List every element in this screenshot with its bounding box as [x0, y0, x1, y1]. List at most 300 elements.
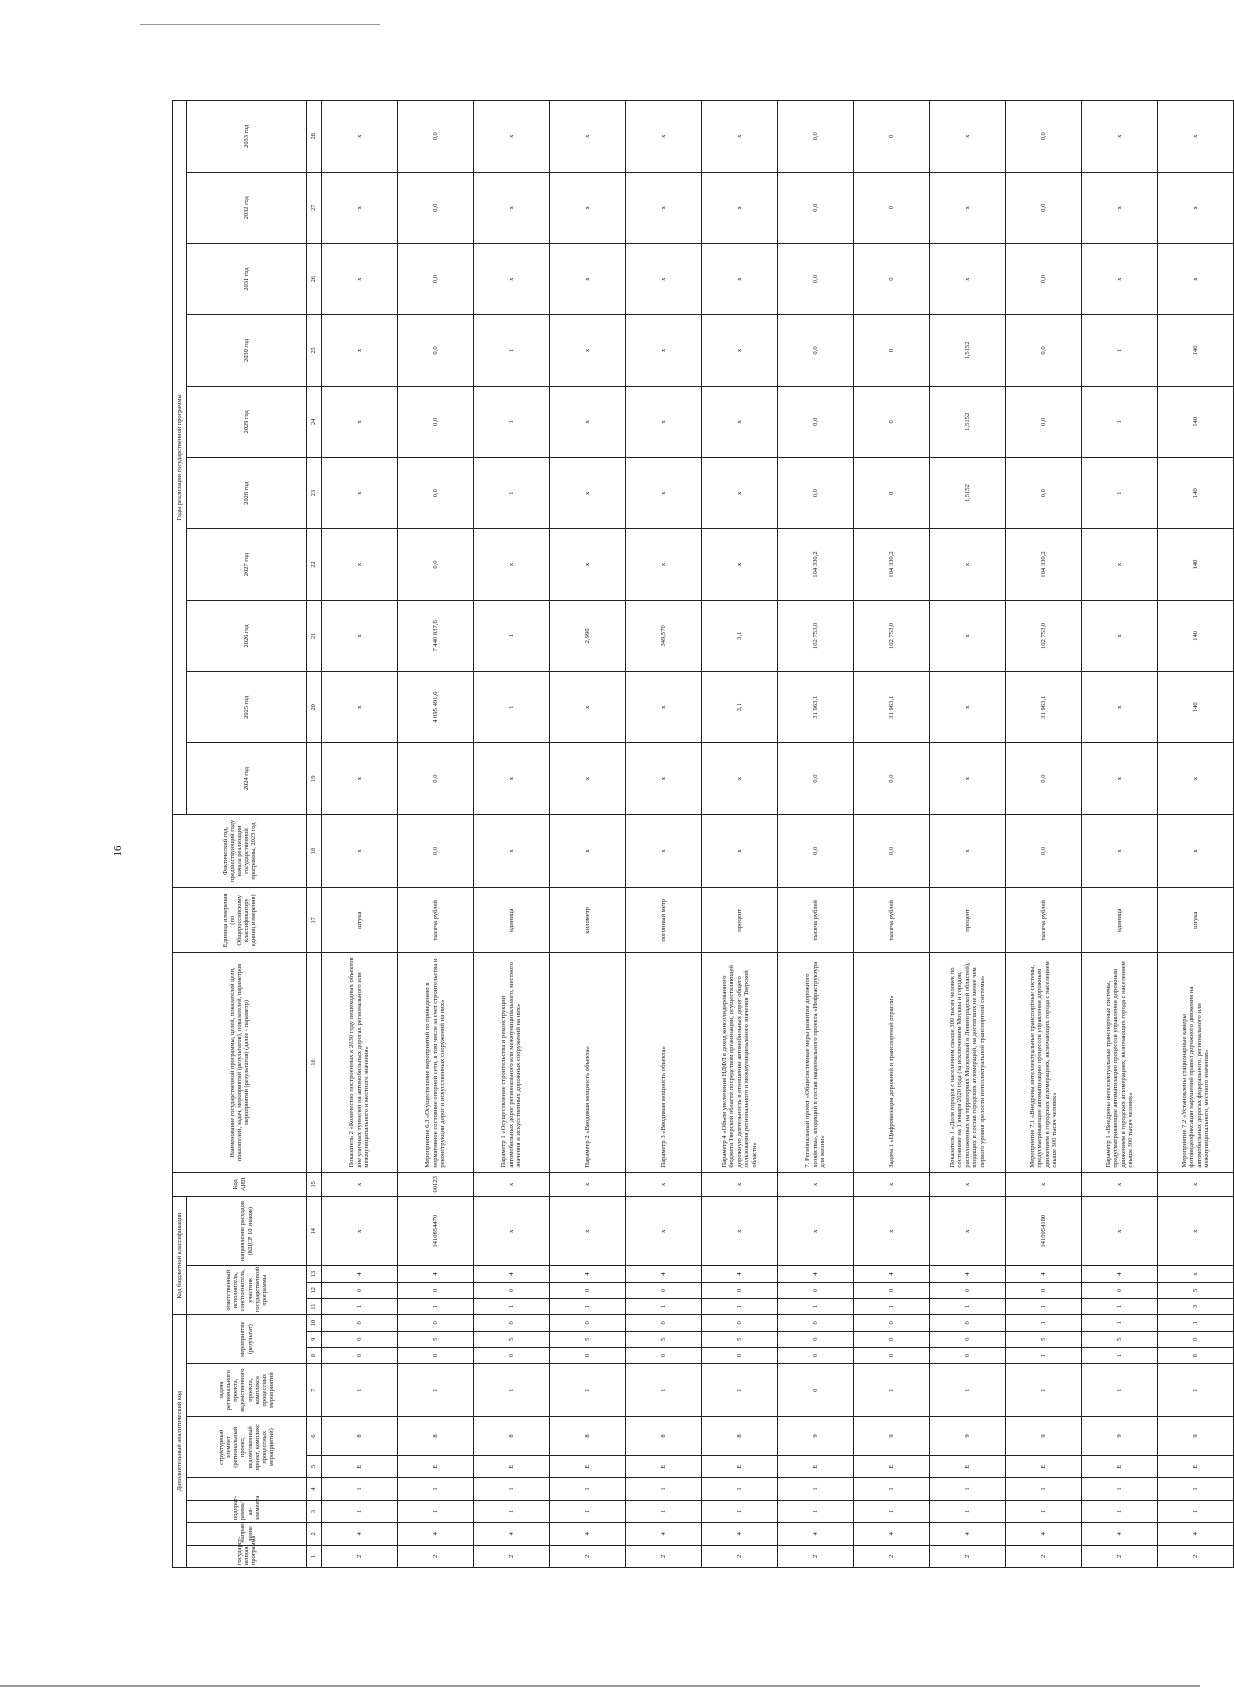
code-cell: 1 — [1082, 1478, 1158, 1500]
year-value: х — [1082, 172, 1158, 243]
row-unit: тысяча рублей — [778, 888, 854, 953]
code-cell: 4 — [930, 1266, 1006, 1282]
year-value: 3,1 — [702, 672, 778, 743]
year-value: 0,0 — [398, 457, 474, 528]
code-cell: 2 — [322, 1545, 398, 1567]
year-value: х — [930, 743, 1006, 814]
code-cell: 1 — [854, 1364, 930, 1417]
code-cell: 1 — [1006, 1478, 1082, 1500]
code-cell: 2 — [626, 1545, 702, 1567]
year-value: х — [550, 315, 626, 386]
code-cell: 8 — [398, 1417, 474, 1456]
header-years-group: Годы реализации государственной программы — [173, 101, 187, 815]
code-cell: 1 — [550, 1298, 626, 1314]
year-value: х — [474, 172, 550, 243]
table-row — [1082, 101, 1158, 1568]
year-value: 140 — [1158, 600, 1234, 671]
code-cell: 4 — [398, 1523, 474, 1545]
code-cell: 9 — [778, 1417, 854, 1456]
code-cell: Е — [778, 1455, 854, 1477]
code-cell: х — [1082, 1172, 1158, 1196]
header-year-2026: 2026 год — [187, 600, 307, 671]
header-task: задача регионального проекта, ведомственного проекта, комплекса процессных мероприятий — [187, 1364, 307, 1417]
year-value: х — [550, 386, 626, 457]
year-value: х — [626, 243, 702, 314]
column-number: 16 — [307, 953, 322, 1172]
year-value: х — [626, 672, 702, 743]
header-aip-code: Код АИП — [173, 1172, 307, 1196]
year-value: х — [322, 315, 398, 386]
code-cell: 0 — [778, 1331, 854, 1347]
code-cell: 0 — [398, 1347, 474, 1363]
row-base-year: х — [626, 814, 702, 887]
year-value: х — [1158, 243, 1234, 314]
code-cell: 5 — [702, 1331, 778, 1347]
row-base-year: х — [550, 814, 626, 887]
code-cell: х — [1158, 1266, 1234, 1282]
code-cell: х — [626, 1197, 702, 1266]
row-unit: погонный метр — [626, 888, 702, 953]
code-cell: 4 — [474, 1266, 550, 1282]
year-value: 1 — [474, 386, 550, 457]
column-number: 20 — [307, 672, 322, 743]
row-unit: штука — [322, 888, 398, 953]
column-number: 4 — [307, 1478, 322, 1500]
year-value: 0 — [854, 457, 930, 528]
code-cell: 1 — [398, 1478, 474, 1500]
table-row — [930, 101, 1006, 1568]
code-cell: 2 — [702, 1545, 778, 1567]
header-year-2024: 2024 год — [187, 743, 307, 814]
code-cell: 0 — [854, 1282, 930, 1298]
row-unit: процент — [702, 888, 778, 953]
code-cell: 1 — [474, 1364, 550, 1417]
year-value: х — [626, 172, 702, 243]
header-year-2030: 2030 год — [187, 315, 307, 386]
year-value: 1,5152 — [930, 386, 1006, 457]
year-value: 104 330,2 — [778, 529, 854, 600]
year-value: х — [626, 529, 702, 600]
code-cell: 2 — [854, 1545, 930, 1567]
year-value: х — [930, 600, 1006, 671]
year-value: х — [702, 529, 778, 600]
code-cell: 1 — [322, 1500, 398, 1522]
year-value: 0,0 — [1006, 457, 1082, 528]
code-cell: 0 — [1006, 1282, 1082, 1298]
row-unit: процент — [930, 888, 1006, 953]
code-cell: 4 — [1006, 1523, 1082, 1545]
year-value: х — [930, 529, 1006, 600]
year-value: 140 — [1158, 315, 1234, 386]
row-base-year: х — [474, 814, 550, 887]
row-name: Параметр 3 «Вводимая мощность объекта» — [626, 953, 702, 1172]
code-cell: 5 — [1158, 1282, 1234, 1298]
column-number: 22 — [307, 529, 322, 600]
scan-edge-top — [140, 24, 380, 25]
code-cell: 0 — [778, 1315, 854, 1331]
table-row — [322, 101, 398, 1568]
code-cell: 5 — [1006, 1331, 1082, 1347]
code-cell: 8 — [550, 1417, 626, 1456]
row-unit: единица — [1082, 888, 1158, 953]
code-cell: 0 — [626, 1282, 702, 1298]
column-number: 26 — [307, 243, 322, 314]
column-number: 12 — [307, 1282, 322, 1298]
code-cell: 00123 — [398, 1172, 474, 1196]
year-value: х — [702, 315, 778, 386]
year-value: х — [550, 101, 626, 173]
code-cell: 8 — [702, 1417, 778, 1456]
code-cell: 1 — [474, 1500, 550, 1522]
code-cell: Е — [626, 1455, 702, 1477]
column-number: 19 — [307, 743, 322, 814]
year-value: 0,0 — [778, 101, 854, 173]
code-cell: Е — [930, 1455, 1006, 1477]
column-number: 28 — [307, 101, 322, 173]
code-cell: 0 — [550, 1347, 626, 1363]
row-unit: тысяча рублей — [398, 888, 474, 953]
code-cell: 1 — [1158, 1500, 1234, 1522]
header-year-2033: 2033 год — [187, 101, 307, 173]
code-cell: 8 — [322, 1417, 398, 1456]
code-cell: 5 — [550, 1331, 626, 1347]
row-name: Показатель 1 «Доля городов с населением свыше 300 тысяч человек по состоянию на 1 января 2020 года (за исключением Москвы и городов, расположенных на территориях Московской и Ленинградской областей), входящих в состав городских агломераций, на достигших не менее чем первого уровня зрелости интеллектуальной транспортной системы» — [930, 953, 1006, 1172]
code-cell: 8 — [626, 1417, 702, 1456]
code-cell: 2 — [1082, 1545, 1158, 1567]
code-cell: 0 — [778, 1364, 854, 1417]
row-base-year: х — [1158, 814, 1234, 887]
row-name: Параметр 4 «Объем увеличения НДФЛ в доход консолидированного бюджета Тверской области посредством организации, осуществляющей дорожную деятельность в отношении автомобильных дорог общего пользования регионального и межмуниципального значения Тверской области» — [702, 953, 778, 1172]
year-value: 0,0 — [778, 457, 854, 528]
code-cell: 0 — [398, 1315, 474, 1331]
header-additional-code: Дополнительный аналитический код — [173, 1315, 187, 1568]
header-struct-element: структурный элемент (региональный проект, ведомственный проект, комплекс процессных мероприятий) — [187, 1417, 307, 1478]
code-cell: 4 — [1158, 1523, 1234, 1545]
year-value: 4 095 491,6 — [398, 672, 474, 743]
year-value: 0,0 — [778, 243, 854, 314]
column-number: 5 — [307, 1455, 322, 1477]
code-cell: 1 — [1082, 1347, 1158, 1363]
year-value: 0,0 — [398, 101, 474, 173]
code-cell: 1 — [1158, 1478, 1234, 1500]
year-value: 0,0 — [778, 315, 854, 386]
code-cell: 0 — [930, 1282, 1006, 1298]
year-value: 1 — [474, 315, 550, 386]
code-cell: 4 — [550, 1266, 626, 1282]
year-value: х — [1082, 743, 1158, 814]
code-cell: 1 — [626, 1500, 702, 1522]
header-blank — [187, 1478, 307, 1500]
code-cell: х — [702, 1172, 778, 1196]
code-cell: х — [474, 1197, 550, 1266]
year-value: х — [626, 743, 702, 814]
code-cell: 0 — [702, 1347, 778, 1363]
code-cell: Е — [702, 1455, 778, 1477]
year-value: 0,0 — [398, 172, 474, 243]
code-cell: 2 — [778, 1545, 854, 1567]
code-cell: 1 — [702, 1478, 778, 1500]
code-cell: х — [474, 1172, 550, 1196]
code-cell: 1 — [702, 1500, 778, 1522]
header-year-2031: 2031 год — [187, 243, 307, 314]
year-value: 1 — [474, 672, 550, 743]
code-cell: 0 — [930, 1315, 1006, 1331]
code-cell: 1 — [1082, 1315, 1158, 1331]
table-container — [172, 100, 1234, 1568]
column-number: 1 — [307, 1545, 322, 1567]
year-value: х — [550, 743, 626, 814]
year-value: 1 — [474, 457, 550, 528]
year-value: х — [930, 101, 1006, 173]
code-cell: Е — [398, 1455, 474, 1477]
year-value: 104 330,2 — [854, 529, 930, 600]
row-name: Показатель 2 «Количество построенных к 2030 году пешеходных объектов вне уличных туннелей на автомобильных дорогах регионального или межмуниципального и местного значения» — [322, 953, 398, 1172]
year-value: 31 963,1 — [778, 672, 854, 743]
year-value: х — [702, 243, 778, 314]
year-value: 0,0 — [398, 529, 474, 600]
row-unit: единица — [474, 888, 550, 953]
code-cell: 5 — [626, 1331, 702, 1347]
year-value: 7 440 837,6 — [398, 600, 474, 671]
year-value: 140 — [1158, 529, 1234, 600]
code-cell: Е — [322, 1455, 398, 1477]
code-cell: 2 — [398, 1545, 474, 1567]
code-cell: 1 — [1082, 1500, 1158, 1522]
year-value: 0,0 — [398, 386, 474, 457]
year-value: 0,0 — [778, 386, 854, 457]
code-cell: 0 — [854, 1315, 930, 1331]
year-value: х — [1082, 600, 1158, 671]
year-value: х — [626, 386, 702, 457]
code-cell: 4 — [702, 1266, 778, 1282]
code-cell: 0 — [854, 1331, 930, 1347]
year-value: х — [322, 101, 398, 173]
column-number: 17 — [307, 888, 322, 953]
header-direction: направ-ление — [187, 1523, 307, 1545]
year-value: 3,1 — [702, 600, 778, 671]
header-year-2029: 2029 год — [187, 386, 307, 457]
code-cell: 1 — [702, 1298, 778, 1314]
year-value: 1 — [1082, 315, 1158, 386]
code-cell: х — [778, 1172, 854, 1196]
scan-edge-bottom — [0, 1685, 1200, 1687]
code-cell: 2 — [1158, 1545, 1234, 1567]
code-cell: 1410954180 — [1006, 1197, 1082, 1266]
header-unit: Единица измерения (по Общероссийскому классификатору единиц измерения) — [173, 888, 307, 953]
code-cell: 9 — [1158, 1417, 1234, 1456]
header-event: мероприятие (результат) — [187, 1315, 307, 1364]
year-value: 0,0 — [398, 743, 474, 814]
row-name: Мероприятие 6.3 «Осуществление мероприятий по приведению в нормативное состояние опорной сети, в том числе за счет строительства и реконструкции дорог и искусственных сооружений на них» — [398, 953, 474, 1172]
code-cell: 1 — [550, 1478, 626, 1500]
year-value: х — [1082, 101, 1158, 173]
year-value: х — [1082, 672, 1158, 743]
table-row — [702, 101, 778, 1568]
year-value: 0 — [854, 101, 930, 173]
code-cell: 4 — [1082, 1523, 1158, 1545]
year-value: 0,0 — [398, 243, 474, 314]
year-value: 1 — [1082, 457, 1158, 528]
table-row — [398, 101, 474, 1568]
code-cell: х — [1082, 1197, 1158, 1266]
row-base-year: 0,0 — [854, 814, 930, 887]
year-value: 0 — [854, 386, 930, 457]
year-value: 0 — [854, 243, 930, 314]
column-number: 13 — [307, 1266, 322, 1282]
column-number: 2 — [307, 1523, 322, 1545]
code-cell: х — [550, 1172, 626, 1196]
code-cell: 4 — [550, 1523, 626, 1545]
header-expense-dir: направление расходов (КЦСР 10 знаков) — [187, 1197, 307, 1266]
year-value: х — [550, 172, 626, 243]
year-value: х — [626, 457, 702, 528]
header-name: Наименование государственной программы, целей, показателей цели, показателей, задач, мероприятий (результатов), показателей, параметров мероприятий (результатов) (далее - параметр) — [173, 953, 307, 1172]
year-value: х — [1158, 172, 1234, 243]
year-value: 0,0 — [1006, 101, 1082, 173]
column-number: 15 — [307, 1172, 322, 1196]
year-value: х — [550, 529, 626, 600]
code-cell: 1 — [474, 1298, 550, 1314]
code-cell: 1 — [778, 1298, 854, 1314]
row-name: Параметр 2 «Вводимая мощность объекта» — [550, 953, 626, 1172]
row-name: Мероприятие 7.2 «Установлены стационарные камеры фотовидеофиксации нарушений правил дорожного движения на автомобильных дорогах федерального, регионального или межмуниципального, местного значения» — [1158, 953, 1234, 1172]
row-unit: тысяча рублей — [1006, 888, 1082, 953]
year-value: х — [322, 600, 398, 671]
code-cell: 4 — [1082, 1266, 1158, 1282]
header-year-2025: 2025 год — [187, 672, 307, 743]
code-cell: х — [702, 1197, 778, 1266]
table-row — [778, 101, 854, 1568]
row-name: Задача 1 «Цифровизация дорожной и транспортной отрасли» — [854, 953, 930, 1172]
year-value: 0,0 — [778, 743, 854, 814]
year-value: 0 — [854, 172, 930, 243]
year-value: 0,0 — [1006, 315, 1082, 386]
code-cell: 1 — [626, 1364, 702, 1417]
code-cell: 2 — [1006, 1545, 1082, 1567]
year-value: 0,0 — [1006, 386, 1082, 457]
code-cell: 2 — [474, 1545, 550, 1567]
code-cell: х — [322, 1197, 398, 1266]
code-cell: 3 — [1158, 1298, 1234, 1314]
year-value: 1 — [474, 600, 550, 671]
code-cell: Е — [1158, 1455, 1234, 1477]
column-number: 21 — [307, 600, 322, 671]
year-value: х — [1082, 529, 1158, 600]
code-cell: 8 — [474, 1417, 550, 1456]
page-number: 16 — [112, 845, 124, 857]
code-cell: 4 — [322, 1266, 398, 1282]
year-value: х — [626, 101, 702, 173]
year-value: 140 — [1158, 457, 1234, 528]
year-value: 140 — [1158, 672, 1234, 743]
code-cell: 4 — [702, 1523, 778, 1545]
code-cell: Е — [474, 1455, 550, 1477]
code-cell: 9 — [1006, 1417, 1082, 1456]
year-value: х — [626, 315, 702, 386]
table-row — [1158, 101, 1234, 1568]
year-value: х — [702, 101, 778, 173]
code-cell: 4 — [854, 1266, 930, 1282]
code-cell: 1410854470 — [398, 1197, 474, 1266]
year-value: 31 963,1 — [1006, 672, 1082, 743]
code-cell: 0 — [778, 1282, 854, 1298]
code-cell: 1 — [1006, 1315, 1082, 1331]
header-year-2027: 2027 год — [187, 529, 307, 600]
code-cell: 0 — [1158, 1331, 1234, 1347]
code-cell: 1 — [398, 1364, 474, 1417]
header-program: государст-венная программа — [187, 1545, 307, 1567]
rotated-page — [172, 100, 1234, 1568]
code-cell: Е — [1082, 1455, 1158, 1477]
year-value: х — [322, 743, 398, 814]
code-cell: 0 — [550, 1315, 626, 1331]
column-number: 23 — [307, 457, 322, 528]
code-cell: 4 — [322, 1523, 398, 1545]
year-value: х — [702, 457, 778, 528]
year-value: х — [930, 243, 1006, 314]
code-cell: 1 — [1006, 1364, 1082, 1417]
code-cell: 0 — [398, 1282, 474, 1298]
code-cell: х — [1158, 1172, 1234, 1196]
table-row — [474, 101, 550, 1568]
code-cell: х — [854, 1172, 930, 1196]
header-budget-class: Код бюджетной классификации — [173, 1197, 187, 1315]
code-cell: 1 — [1158, 1364, 1234, 1417]
code-cell: 1 — [398, 1298, 474, 1314]
code-cell: 4 — [778, 1266, 854, 1282]
year-value: х — [1082, 243, 1158, 314]
year-value: х — [322, 529, 398, 600]
code-cell: 1 — [930, 1298, 1006, 1314]
code-cell: х — [778, 1197, 854, 1266]
row-base-year: х — [1082, 814, 1158, 887]
code-cell: Е — [854, 1455, 930, 1477]
year-value: х — [930, 172, 1006, 243]
year-value: 140 — [1158, 386, 1234, 457]
code-cell: х — [1006, 1172, 1082, 1196]
year-value: 1,5152 — [930, 315, 1006, 386]
year-value: 0,0 — [854, 743, 930, 814]
code-cell: 1 — [1006, 1500, 1082, 1522]
year-value: 0,0 — [1006, 172, 1082, 243]
code-cell: 0 — [626, 1315, 702, 1331]
code-cell: х — [322, 1172, 398, 1196]
code-cell: 0 — [702, 1282, 778, 1298]
code-cell: 4 — [778, 1523, 854, 1545]
code-cell: 1 — [626, 1298, 702, 1314]
year-value: 31 963,1 — [854, 672, 930, 743]
year-value: х — [702, 386, 778, 457]
code-cell: 0 — [474, 1315, 550, 1331]
code-cell: 6 — [1158, 1347, 1234, 1363]
year-value: х — [550, 243, 626, 314]
code-cell: 0 — [702, 1315, 778, 1331]
code-cell: 0 — [474, 1347, 550, 1363]
header-subprogram: подпрог-рамма/ая-элемента — [187, 1500, 307, 1522]
year-value: 1 — [1082, 386, 1158, 457]
code-cell: 1 — [550, 1500, 626, 1522]
code-cell: 0 — [474, 1282, 550, 1298]
year-value: х — [322, 672, 398, 743]
code-cell: 1 — [930, 1500, 1006, 1522]
code-cell: 0 — [626, 1347, 702, 1363]
code-cell: 4 — [398, 1266, 474, 1282]
code-cell: 4 — [626, 1523, 702, 1545]
code-cell: 2 — [550, 1545, 626, 1567]
code-cell: 0 — [322, 1331, 398, 1347]
year-value: х — [550, 457, 626, 528]
table-row — [550, 101, 626, 1568]
